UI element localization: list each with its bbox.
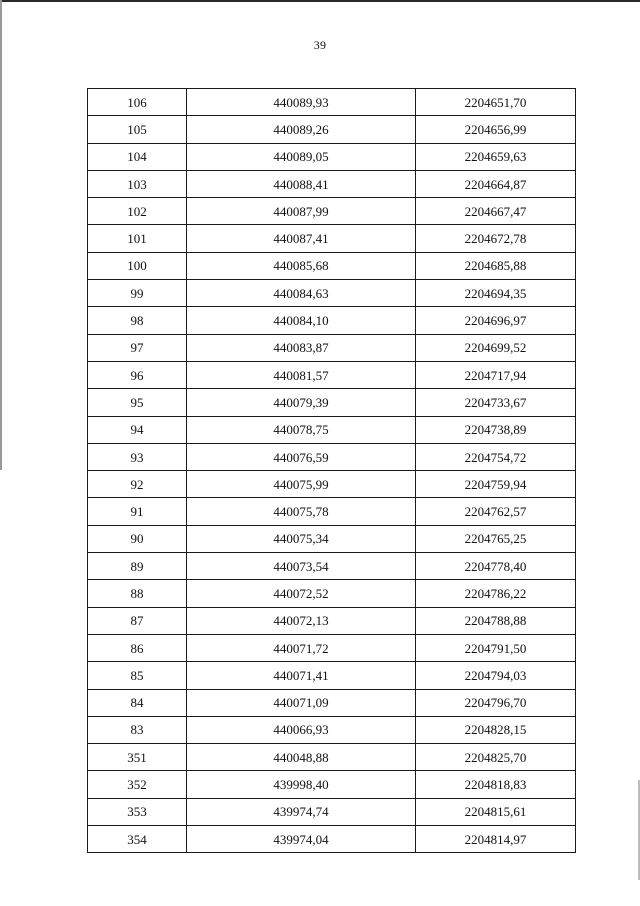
y-coordinate-cell: 2204664,87: [416, 170, 576, 197]
x-coordinate-cell: 440084,10: [187, 307, 416, 334]
x-coordinate-cell: 440071,09: [187, 689, 416, 716]
y-coordinate-cell: 2204786,22: [416, 580, 576, 607]
y-coordinate-cell: 2204754,72: [416, 443, 576, 470]
point-number-cell: 91: [88, 498, 187, 525]
table-row: [88, 689, 576, 716]
x-coordinate-cell: 439974,74: [187, 798, 416, 825]
y-coordinate-cell: 2204778,40: [416, 553, 576, 580]
point-number-cell: 352: [88, 771, 187, 798]
table-row: [88, 116, 576, 143]
y-coordinate-cell: 2204794,03: [416, 662, 576, 689]
point-number-cell: 103: [88, 170, 187, 197]
x-coordinate-cell: 439974,04: [187, 826, 416, 853]
page-number: 39: [313, 38, 327, 52]
y-coordinate-cell: 2204672,78: [416, 225, 576, 252]
y-coordinate-cell: 2204699,52: [416, 334, 576, 361]
table-row: [88, 634, 576, 661]
y-coordinate-cell: 2204828,15: [416, 716, 576, 743]
x-coordinate-cell: 440073,54: [187, 553, 416, 580]
table-row: [88, 744, 576, 771]
y-coordinate-cell: 2204651,70: [416, 89, 576, 116]
point-number-cell: 106: [88, 89, 187, 116]
table-row: [88, 607, 576, 634]
x-coordinate-cell: 440071,72: [187, 634, 416, 661]
x-coordinate-cell: 440072,52: [187, 580, 416, 607]
table-row: [88, 498, 576, 525]
table-row: [88, 826, 576, 853]
x-coordinate-cell: 440078,75: [187, 416, 416, 443]
x-coordinate-cell: 440075,99: [187, 471, 416, 498]
point-number-cell: 104: [88, 143, 187, 170]
x-coordinate-cell: 440087,41: [187, 225, 416, 252]
x-coordinate-cell: 440079,39: [187, 389, 416, 416]
point-number-cell: 86: [88, 634, 187, 661]
table-row: [88, 361, 576, 388]
y-coordinate-cell: 2204738,89: [416, 416, 576, 443]
y-coordinate-cell: 2204814,97: [416, 826, 576, 853]
point-number-cell: 94: [88, 416, 187, 443]
table-row: [88, 198, 576, 225]
coordinates-table: [87, 88, 576, 853]
y-coordinate-cell: 2204791,50: [416, 634, 576, 661]
y-coordinate-cell: 2204759,94: [416, 471, 576, 498]
table-row: [88, 471, 576, 498]
x-coordinate-cell: 440071,41: [187, 662, 416, 689]
table-row: [88, 580, 576, 607]
scan-edge-top: [0, 0, 640, 2]
x-coordinate-cell: 440072,13: [187, 607, 416, 634]
y-coordinate-cell: 2204685,88: [416, 252, 576, 279]
y-coordinate-cell: 2204656,99: [416, 116, 576, 143]
table-row: [88, 389, 576, 416]
point-number-cell: 101: [88, 225, 187, 252]
table-row: [88, 280, 576, 307]
point-number-cell: 353: [88, 798, 187, 825]
y-coordinate-cell: 2204825,70: [416, 744, 576, 771]
point-number-cell: 105: [88, 116, 187, 143]
x-coordinate-cell: 440087,99: [187, 198, 416, 225]
table-row: [88, 553, 576, 580]
point-number-cell: 88: [88, 580, 187, 607]
point-number-cell: 87: [88, 607, 187, 634]
y-coordinate-cell: 2204717,94: [416, 361, 576, 388]
table-row: [88, 662, 576, 689]
x-coordinate-cell: 440076,59: [187, 443, 416, 470]
table-row: [88, 252, 576, 279]
point-number-cell: 354: [88, 826, 187, 853]
x-coordinate-cell: 440089,05: [187, 143, 416, 170]
x-coordinate-cell: 440075,34: [187, 525, 416, 552]
x-coordinate-cell: 440075,78: [187, 498, 416, 525]
point-number-cell: 96: [88, 361, 187, 388]
x-coordinate-cell: 440088,41: [187, 170, 416, 197]
y-coordinate-cell: 2204788,88: [416, 607, 576, 634]
table-row: [88, 771, 576, 798]
table-row: [88, 525, 576, 552]
point-number-cell: 102: [88, 198, 187, 225]
point-number-cell: 89: [88, 553, 187, 580]
y-coordinate-cell: 2204733,67: [416, 389, 576, 416]
x-coordinate-cell: 440048,88: [187, 744, 416, 771]
point-number-cell: 83: [88, 716, 187, 743]
x-coordinate-cell: 440084,63: [187, 280, 416, 307]
point-number-cell: 351: [88, 744, 187, 771]
x-coordinate-cell: 439998,40: [187, 771, 416, 798]
y-coordinate-cell: 2204815,61: [416, 798, 576, 825]
point-number-cell: 92: [88, 471, 187, 498]
point-number-cell: 90: [88, 525, 187, 552]
y-coordinate-cell: 2204762,57: [416, 498, 576, 525]
point-number-cell: 100: [88, 252, 187, 279]
point-number-cell: 95: [88, 389, 187, 416]
y-coordinate-cell: 2204659,63: [416, 143, 576, 170]
y-coordinate-cell: 2204818,83: [416, 771, 576, 798]
coordinates-table-body: [88, 89, 576, 853]
y-coordinate-cell: 2204696,97: [416, 307, 576, 334]
y-coordinate-cell: 2204667,47: [416, 198, 576, 225]
y-coordinate-cell: 2204796,70: [416, 689, 576, 716]
x-coordinate-cell: 440089,93: [187, 89, 416, 116]
point-number-cell: 93: [88, 443, 187, 470]
point-number-cell: 97: [88, 334, 187, 361]
table-row: [88, 225, 576, 252]
point-number-cell: 99: [88, 280, 187, 307]
table-row: [88, 143, 576, 170]
x-coordinate-cell: 440085,68: [187, 252, 416, 279]
table-row: [88, 307, 576, 334]
y-coordinate-cell: 2204694,35: [416, 280, 576, 307]
table-row: [88, 416, 576, 443]
x-coordinate-cell: 440089,26: [187, 116, 416, 143]
table-row: [88, 443, 576, 470]
table-row: [88, 716, 576, 743]
point-number-cell: 84: [88, 689, 187, 716]
table-row: [88, 89, 576, 116]
table-row: [88, 334, 576, 361]
table-row: [88, 170, 576, 197]
x-coordinate-cell: 440083,87: [187, 334, 416, 361]
y-coordinate-cell: 2204765,25: [416, 525, 576, 552]
scan-edge-left: [0, 0, 2, 470]
x-coordinate-cell: 440081,57: [187, 361, 416, 388]
table-row: [88, 798, 576, 825]
point-number-cell: 85: [88, 662, 187, 689]
x-coordinate-cell: 440066,93: [187, 716, 416, 743]
point-number-cell: 98: [88, 307, 187, 334]
